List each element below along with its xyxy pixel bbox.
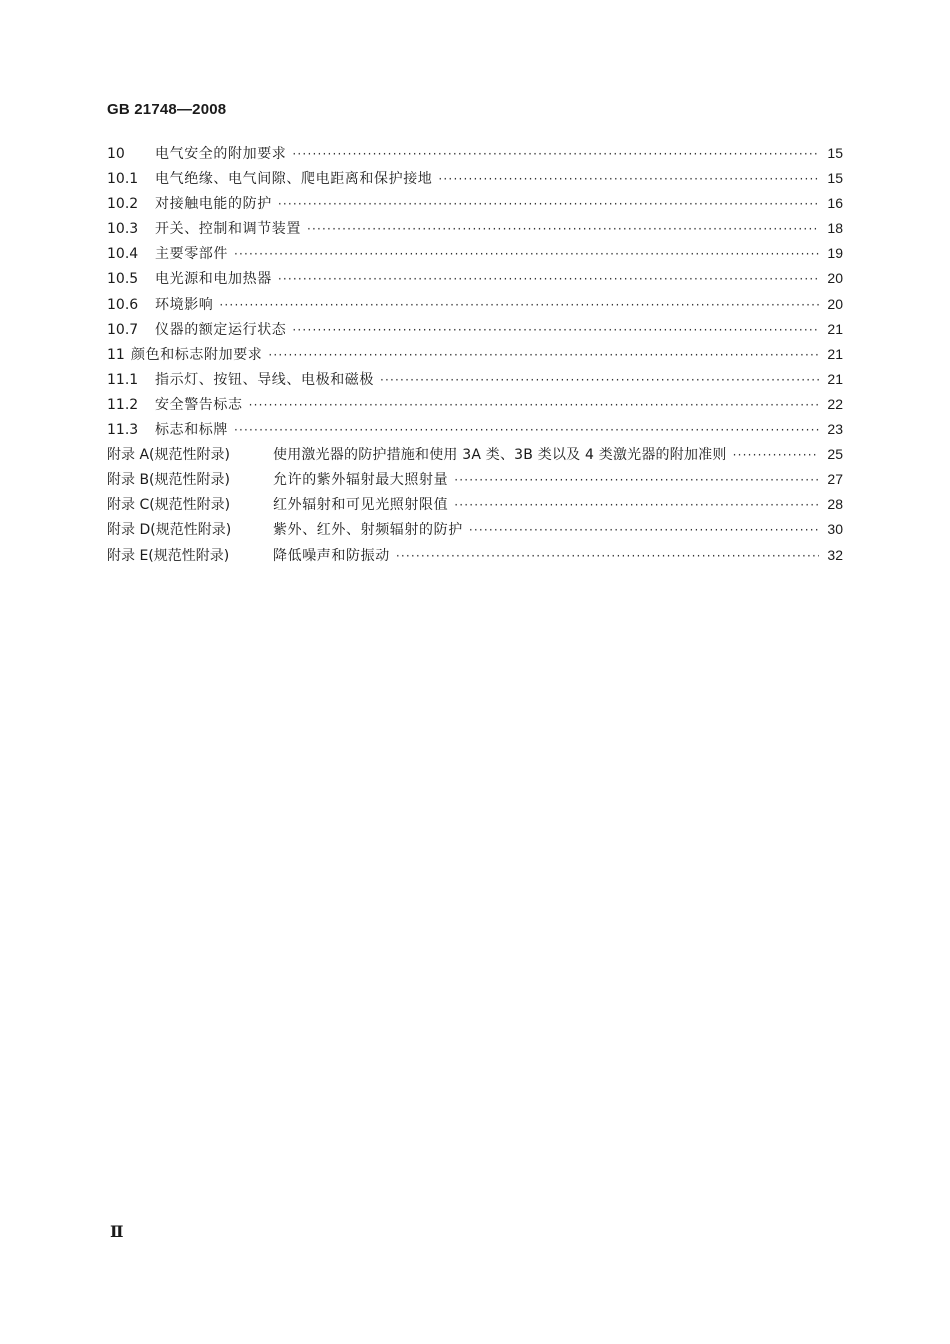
- toc-title: 环境影响: [155, 296, 214, 313]
- toc-number: 附录 A(规范性附录): [107, 447, 230, 464]
- toc-number: 11.2: [107, 396, 139, 413]
- toc-title: 主要零部件: [155, 246, 228, 263]
- toc-page: 19: [827, 245, 843, 262]
- toc-leader: [733, 448, 819, 462]
- toc-title: 指示灯、按钮、导线、电极和磁极: [155, 371, 374, 388]
- toc-entry: [107, 394, 843, 419]
- toc-leader: [234, 247, 819, 261]
- toc-leader: [234, 423, 819, 437]
- toc-leader: [307, 222, 819, 236]
- page-number-roman: Ⅱ: [110, 1224, 124, 1241]
- toc-leader: [380, 373, 819, 387]
- toc-number: 附录 E(规范性附录): [107, 547, 230, 564]
- toc-number: 10.6: [107, 296, 139, 313]
- toc-entry: [107, 193, 843, 218]
- toc-number: 附录 B(规范性附录): [107, 472, 230, 489]
- toc-title: 使用激光器的防护措施和使用 3A 类、3B 类以及 4 类激光器的附加准则: [273, 447, 727, 464]
- toc-page: 21: [827, 320, 843, 337]
- toc-leader: [454, 473, 819, 487]
- toc-title: 开关、控制和调节装置: [155, 221, 301, 238]
- toc-entry: [107, 218, 843, 243]
- toc-title: 电光源和电加热器: [155, 271, 272, 288]
- toc-entry: [107, 444, 843, 469]
- toc-number: 10.1: [107, 171, 139, 188]
- toc-leader: [292, 323, 819, 337]
- document-header: GB 21748—2008: [107, 101, 227, 118]
- toc-number: 10: [107, 146, 125, 162]
- toc-number: 10.7: [107, 321, 139, 338]
- toc-leader: [454, 498, 819, 512]
- toc-entry: [107, 344, 843, 369]
- toc-title: 仪器的额定运行状态: [155, 321, 287, 338]
- toc-entry: [107, 369, 843, 394]
- toc-title: 对接触电能的防护: [155, 196, 272, 213]
- toc-leader: [268, 348, 819, 362]
- toc-page: 16: [827, 195, 843, 212]
- toc-number: 10.4: [107, 246, 139, 263]
- toc-entry: [107, 294, 843, 319]
- toc-title: 电气安全的附加要求: [155, 146, 287, 162]
- toc-leader: [438, 172, 819, 186]
- toc-page: 18: [827, 220, 843, 237]
- toc-page: 28: [827, 496, 843, 513]
- toc-title: 降低噪声和防振动: [273, 547, 390, 564]
- toc-title: 颜色和标志附加要求: [131, 346, 263, 363]
- toc-entry: [107, 319, 843, 344]
- toc-leader: [249, 398, 819, 412]
- toc-leader: [396, 549, 819, 563]
- toc-leader: [219, 298, 819, 312]
- toc-entry: [107, 419, 843, 444]
- toc-page: 22: [827, 395, 843, 412]
- toc-title: 允许的紫外辐射最大照射量: [273, 472, 449, 489]
- toc-page: 23: [827, 421, 843, 438]
- toc-title: 电气绝缘、电气间隙、爬电距离和保护接地: [155, 171, 433, 188]
- table-of-contents: [107, 143, 843, 570]
- toc-number: 11.3: [107, 422, 139, 439]
- toc-page: 32: [827, 546, 843, 563]
- toc-number: 10.3: [107, 221, 139, 238]
- toc-title: 安全警告标志: [155, 396, 243, 413]
- toc-page: 15: [827, 170, 843, 187]
- toc-leader: [292, 147, 819, 161]
- toc-number: 附录 C(规范性附录): [107, 497, 231, 514]
- toc-entry: [107, 469, 843, 494]
- toc-title: 红外辐射和可见光照射限值: [273, 497, 449, 514]
- toc-entry: [107, 545, 843, 570]
- toc-leader: [278, 197, 819, 211]
- toc-entry: [107, 143, 843, 168]
- toc-number: 11: [107, 346, 125, 363]
- toc-page: 20: [827, 295, 843, 312]
- toc-entry: [107, 243, 843, 268]
- toc-leader: [469, 523, 819, 537]
- toc-page: 25: [827, 446, 843, 463]
- toc-number: 10.5: [107, 271, 139, 288]
- toc-title: 紫外、红外、射频辐射的防护: [273, 522, 463, 539]
- toc-entry: [107, 168, 843, 193]
- toc-number: 附录 D(规范性附录): [107, 522, 232, 539]
- toc-page: 30: [827, 521, 843, 538]
- toc-number: 10.2: [107, 196, 139, 213]
- toc-page: 27: [827, 471, 843, 488]
- toc-entry: [107, 519, 843, 544]
- toc-page: 21: [827, 345, 843, 362]
- toc-entry: [107, 494, 843, 519]
- toc-page: 15: [827, 145, 843, 161]
- toc-leader: [278, 272, 819, 286]
- toc-title: 标志和标牌: [155, 422, 228, 439]
- toc-page: 21: [827, 370, 843, 387]
- toc-entry: [107, 268, 843, 293]
- toc-page: 20: [827, 270, 843, 287]
- toc-number: 11.1: [107, 371, 139, 388]
